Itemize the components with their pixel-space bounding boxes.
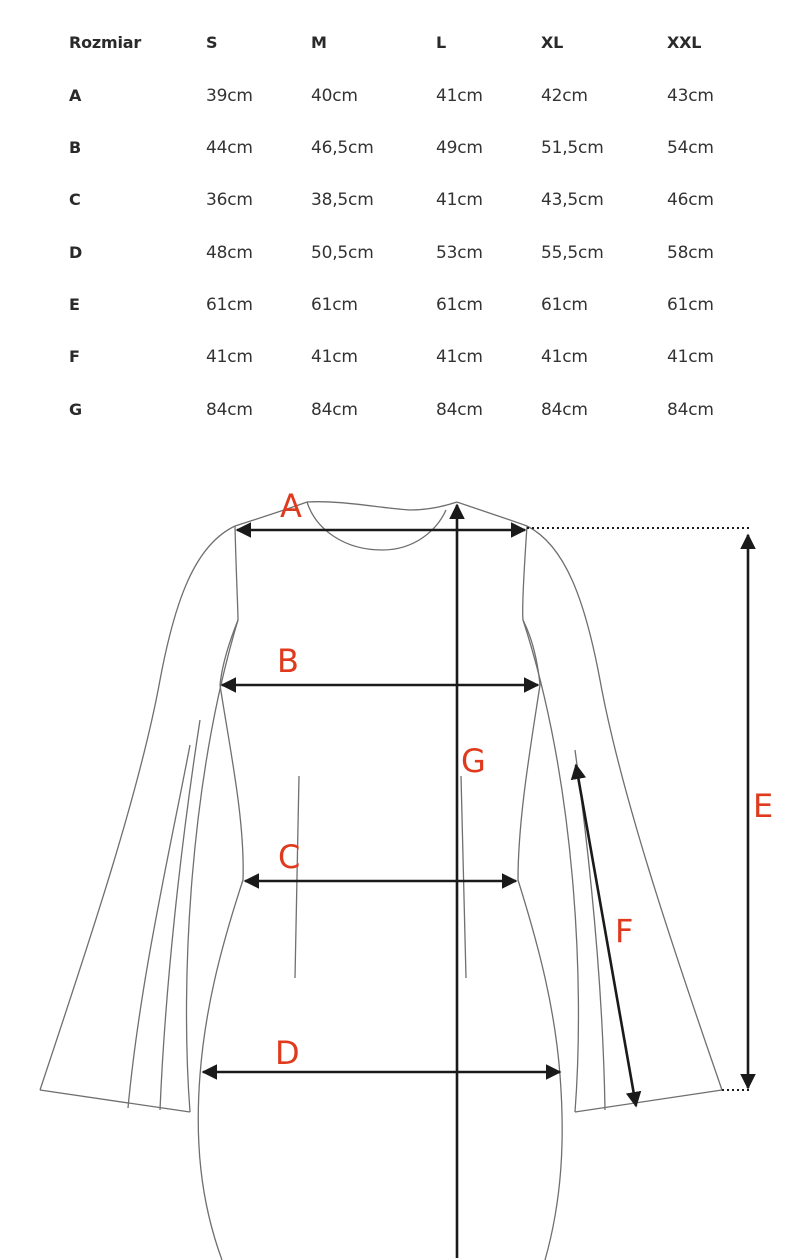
table-cell: 58cm (667, 243, 714, 263)
table-cell: 84cm (436, 400, 483, 420)
table-cell: 40cm (311, 86, 358, 106)
table-cell: 61cm (206, 295, 253, 315)
table-cell: 36cm (206, 190, 253, 210)
dart-left (295, 776, 299, 978)
garment-measurement-diagram (0, 460, 810, 1260)
table-cell: 43,5cm (541, 190, 604, 210)
label-g: G (461, 742, 486, 780)
label-c: C (278, 838, 301, 876)
table-cell: 55,5cm (541, 243, 604, 263)
table-cell: 84cm (206, 400, 253, 420)
header-cell-l: L (436, 33, 446, 52)
table-cell: 61cm (541, 295, 588, 315)
row-label: F (69, 347, 80, 366)
row-label: B (69, 138, 81, 157)
table-cell: 38,5cm (311, 190, 374, 210)
table-row (0, 290, 810, 320)
table-cell: 41cm (667, 347, 714, 367)
table-cell: 53cm (436, 243, 483, 263)
sleeve-left-fold-2 (160, 720, 200, 1110)
sleeve-left-hem (40, 1090, 190, 1112)
table-cell: 54cm (667, 138, 714, 158)
body-right-side (518, 685, 562, 1260)
table-cell: 42cm (541, 86, 588, 106)
shoulder-right (457, 502, 527, 526)
row-label: A (69, 86, 82, 105)
table-row (0, 342, 810, 372)
header-cell-xl: XL (541, 33, 564, 52)
table-cell: 41cm (436, 190, 483, 210)
table-cell: 51,5cm (541, 138, 604, 158)
label-b: B (277, 642, 299, 680)
dart-right (461, 776, 466, 978)
row-label: C (69, 190, 81, 209)
bodice-left (220, 526, 238, 685)
table-cell: 44cm (206, 138, 253, 158)
sleeve-right-fold (575, 750, 605, 1110)
sleeve-left-outer (40, 526, 235, 1090)
guide-lines (527, 528, 750, 1090)
table-cell: 48cm (206, 243, 253, 263)
table-cell: 43cm (667, 86, 714, 106)
sleeve-right-outer (527, 526, 722, 1090)
label-f: F (615, 912, 634, 950)
header-cell-m: M (311, 33, 327, 52)
measurement-arrows (203, 505, 748, 1258)
table-cell: 41cm (311, 347, 358, 367)
row-label: E (69, 295, 80, 314)
neckline (307, 502, 457, 510)
label-a: A (280, 487, 302, 525)
size-table (0, 0, 810, 440)
table-cell: 41cm (436, 347, 483, 367)
table-cell: 61cm (436, 295, 483, 315)
table-cell: 49cm (436, 138, 483, 158)
table-cell: 84cm (311, 400, 358, 420)
label-d: D (275, 1034, 300, 1072)
header-cell-xxl: XXL (667, 33, 702, 52)
table-cell: 84cm (541, 400, 588, 420)
header-cell-size: Rozmiar (69, 33, 142, 52)
label-e: E (753, 787, 774, 825)
table-cell: 41cm (206, 347, 253, 367)
header-cell-s: S (206, 33, 218, 52)
bodice-right (523, 526, 540, 685)
row-label: G (69, 400, 82, 419)
table-row (0, 238, 810, 268)
sleeve-left-inner (186, 620, 238, 1112)
sleeve-left-fold-1 (128, 745, 190, 1108)
table-cell: 84cm (667, 400, 714, 420)
table-header-row (0, 28, 810, 58)
row-label: D (69, 243, 83, 262)
table-cell: 41cm (436, 86, 483, 106)
table-cell: 61cm (667, 295, 714, 315)
table-row (0, 81, 810, 111)
sleeve-right-inner (523, 620, 578, 1112)
table-row (0, 395, 810, 425)
table-cell: 46,5cm (311, 138, 374, 158)
table-cell: 46cm (667, 190, 714, 210)
table-cell: 41cm (541, 347, 588, 367)
table-row (0, 133, 810, 163)
table-cell: 39cm (206, 86, 253, 106)
table-cell: 50,5cm (311, 243, 374, 263)
table-row (0, 185, 810, 215)
sleeve-right-hem (575, 1090, 722, 1112)
table-cell: 61cm (311, 295, 358, 315)
